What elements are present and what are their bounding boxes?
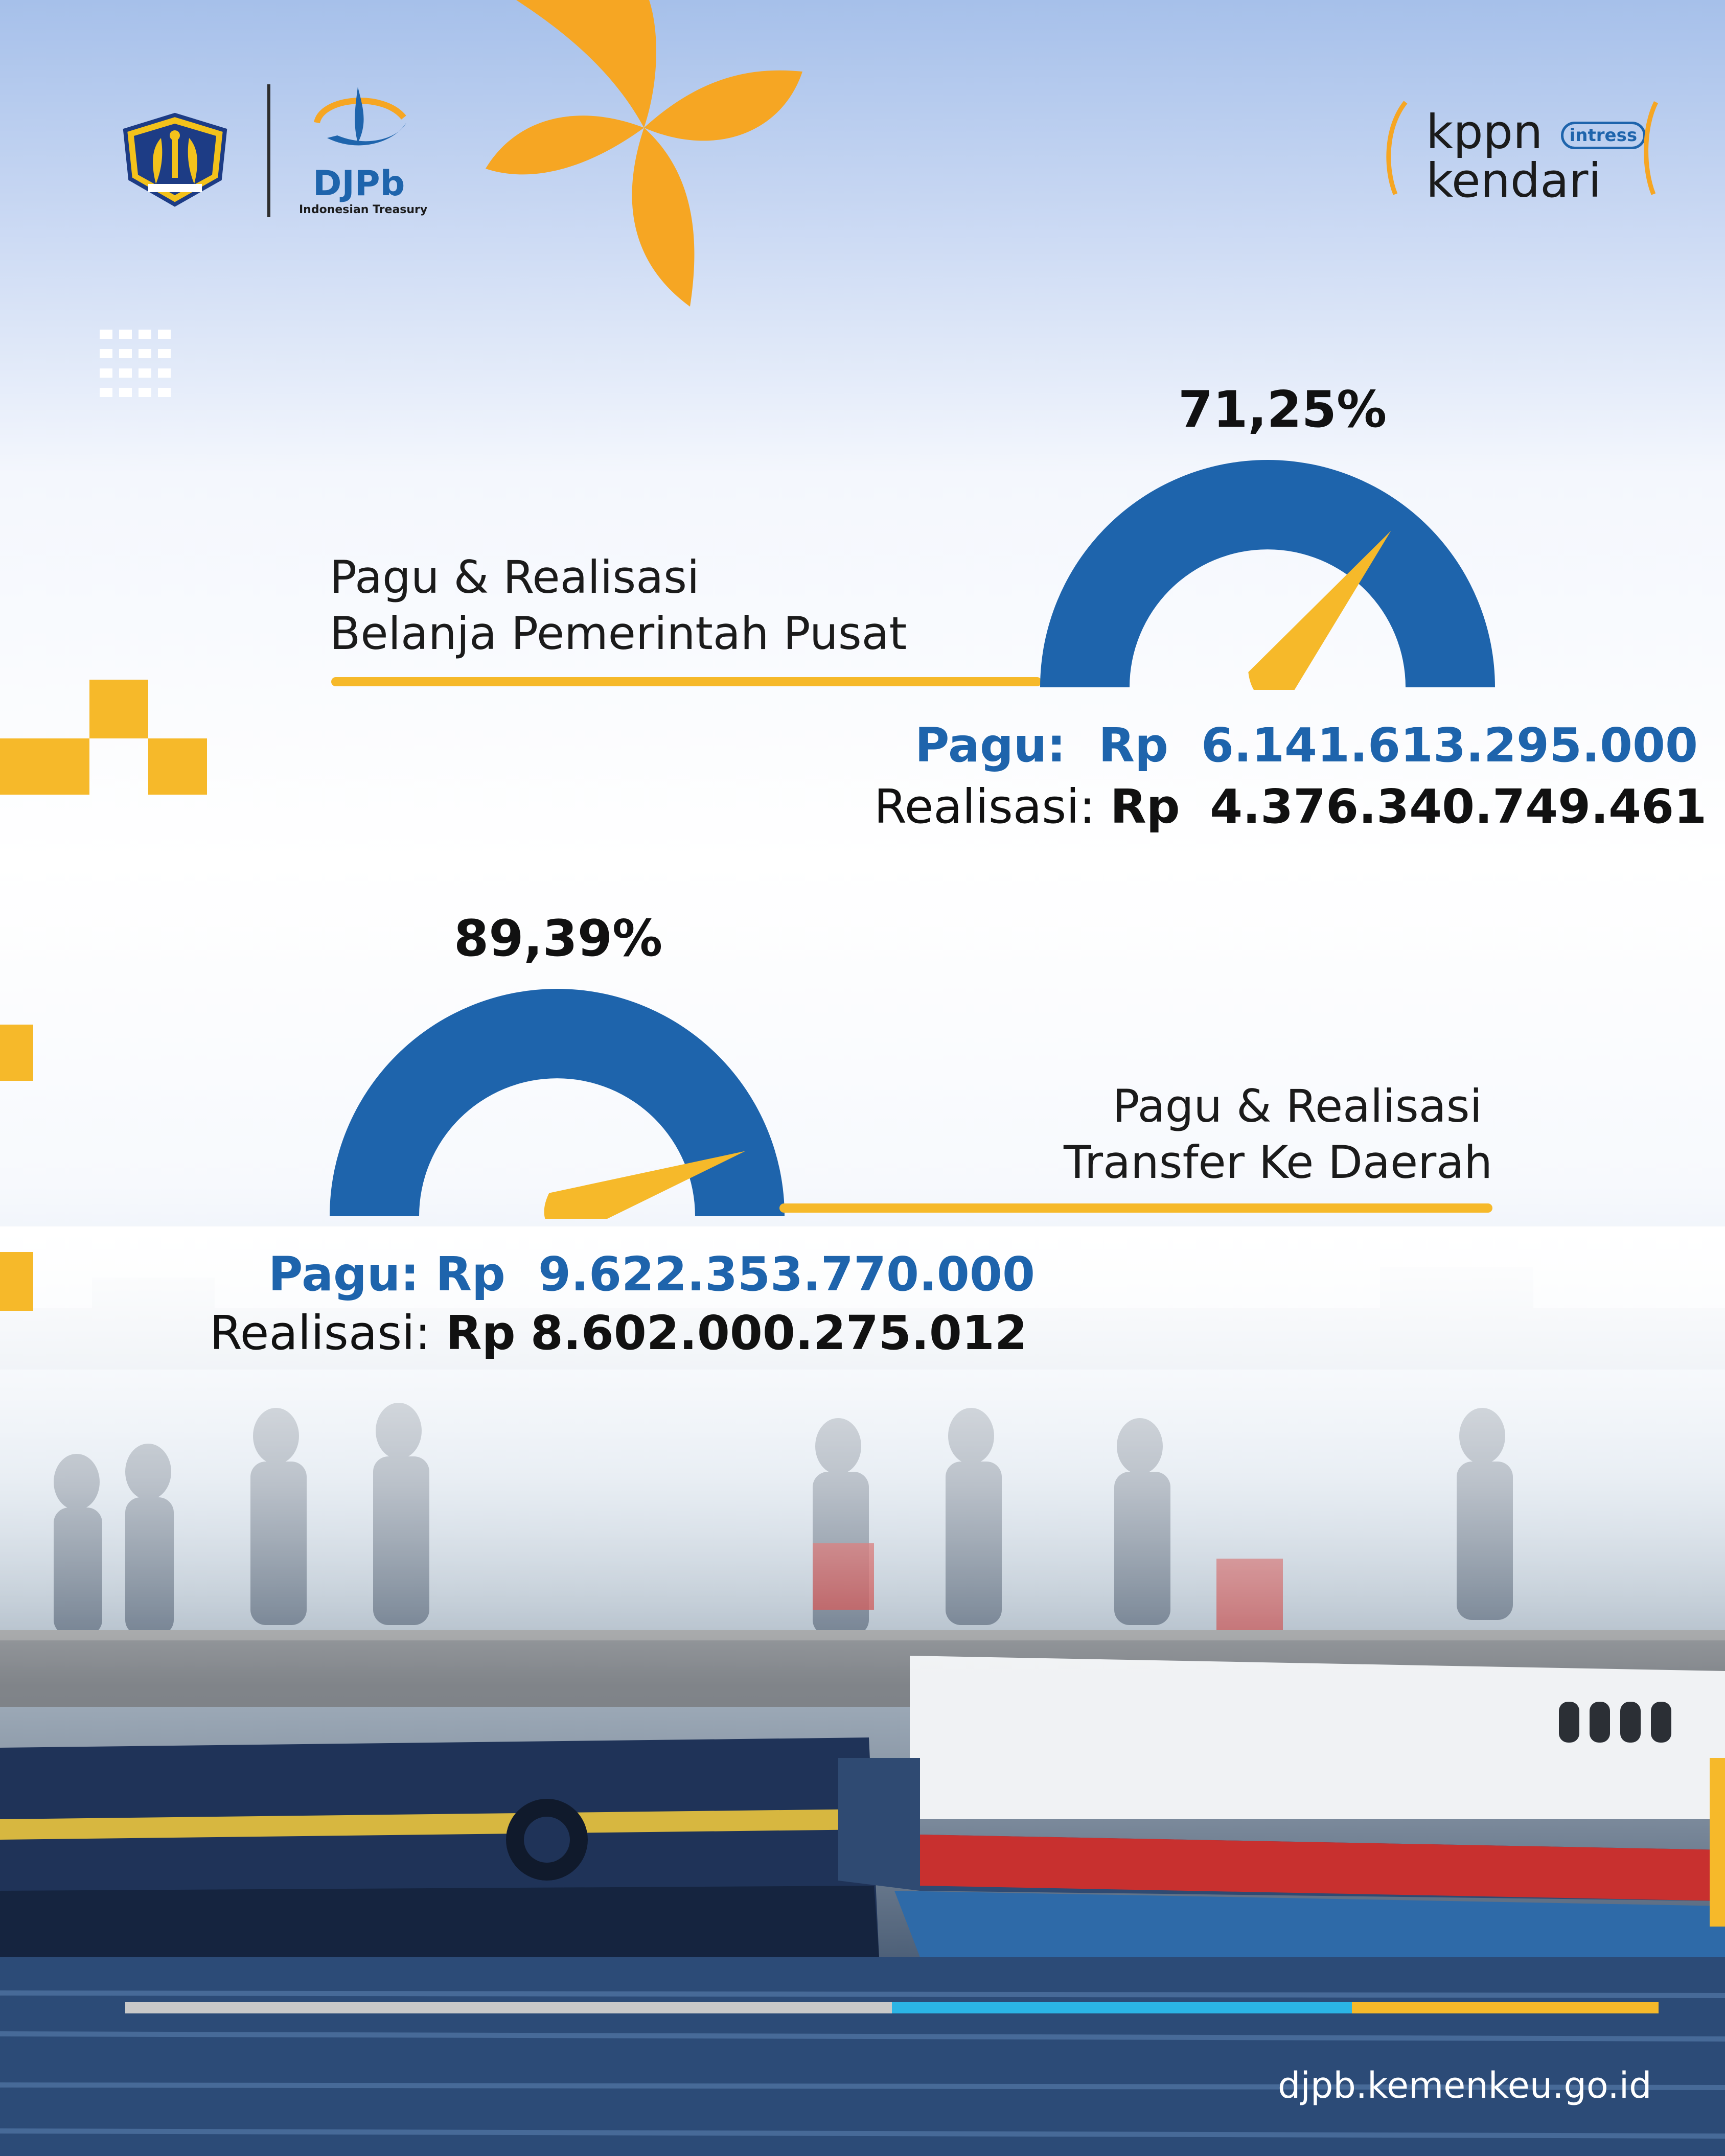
kppn-logo-line2: kendari <box>1426 153 1602 208</box>
gauge-2-pagu <box>268 1247 1035 1302</box>
kppn-swoosh-left-icon <box>1380 97 1411 199</box>
logo-divider <box>267 84 270 217</box>
gauge-1-percent: 71,25% <box>1178 381 1387 439</box>
gauge-2-dial <box>327 984 787 1219</box>
gauge-1-realisasi <box>874 779 1707 834</box>
footer-bar-cyan <box>892 2002 1352 2013</box>
gauge-1-realisasi-label: Realisasi: <box>874 779 1095 834</box>
stair-pattern-icon <box>100 330 171 401</box>
gauge-2-realisasi <box>210 1306 1027 1360</box>
gauge-2-pagu-currency: Rp <box>435 1247 505 1302</box>
gauge-1-pagu <box>915 718 1698 773</box>
kemenkeu-emblem-icon <box>120 112 230 207</box>
gauge-1-pagu-amount: 6.141.613.295.000 <box>1201 718 1698 773</box>
gauge-2-realisasi-currency: Rp <box>445 1306 516 1360</box>
gauge-1-pagu-label: Pagu: <box>915 718 1066 773</box>
yellow-square-decoration <box>0 1025 33 1081</box>
kppn-logo-line1 <box>1426 105 1646 159</box>
gauge-2-percent: 89,39% <box>454 910 663 968</box>
gauge-2-title-line2: Transfer Ke Daerah <box>1064 1136 1492 1189</box>
gauge-2-realisasi-label: Realisasi: <box>210 1306 431 1360</box>
kppn-text: kppn <box>1426 105 1543 159</box>
gauge-1-pagu-currency: Rp <box>1098 718 1168 773</box>
footer-url[interactable]: djpb.kemenkeu.go.id <box>1278 2065 1652 2106</box>
djpb-tagline: Indonesian Treasury <box>299 203 428 216</box>
gauge-2-pagu-label: Pagu: <box>268 1247 420 1302</box>
gauge-2-realisasi-amount: 8.602.000.275.012 <box>530 1306 1027 1360</box>
gauge-1-title-line1: Pagu & Realisasi <box>330 551 700 604</box>
yellow-square-decoration <box>89 680 148 738</box>
yellow-square-decoration <box>1710 1758 1725 1927</box>
gauge-2-title <box>1063 1078 1492 1191</box>
gauge-1-title <box>330 549 907 662</box>
footer-bar-gold <box>1352 2002 1659 2013</box>
gauge-2-arc <box>330 989 785 1216</box>
gauge-1-realisasi-amount: 4.376.340.749.461 <box>1210 779 1707 834</box>
gauge-1-baseline <box>331 677 1042 686</box>
kppn-badge: intress <box>1561 122 1646 149</box>
yellow-square-decoration <box>0 1252 33 1311</box>
kppn-swoosh-right-icon <box>1636 97 1666 199</box>
yellow-square-decoration <box>0 738 89 795</box>
djpb-logo-text: DJPb <box>313 164 405 204</box>
gauge-1-title-line2: Belanja Pemerintah Pusat <box>330 607 907 660</box>
footer-bar-gray <box>125 2002 892 2013</box>
gauge-1-dial <box>1038 455 1498 690</box>
flower-decoration-icon <box>486 0 802 327</box>
gauge-2-pagu-amount: 9.622.353.770.000 <box>538 1247 1035 1302</box>
gauge-2-title-line1: Pagu & Realisasi <box>1112 1080 1482 1132</box>
djpb-logo-icon <box>307 87 414 158</box>
yellow-square-decoration <box>148 738 207 795</box>
gauge-1-realisasi-currency: Rp <box>1110 779 1180 834</box>
gauge-2-baseline <box>779 1203 1492 1213</box>
